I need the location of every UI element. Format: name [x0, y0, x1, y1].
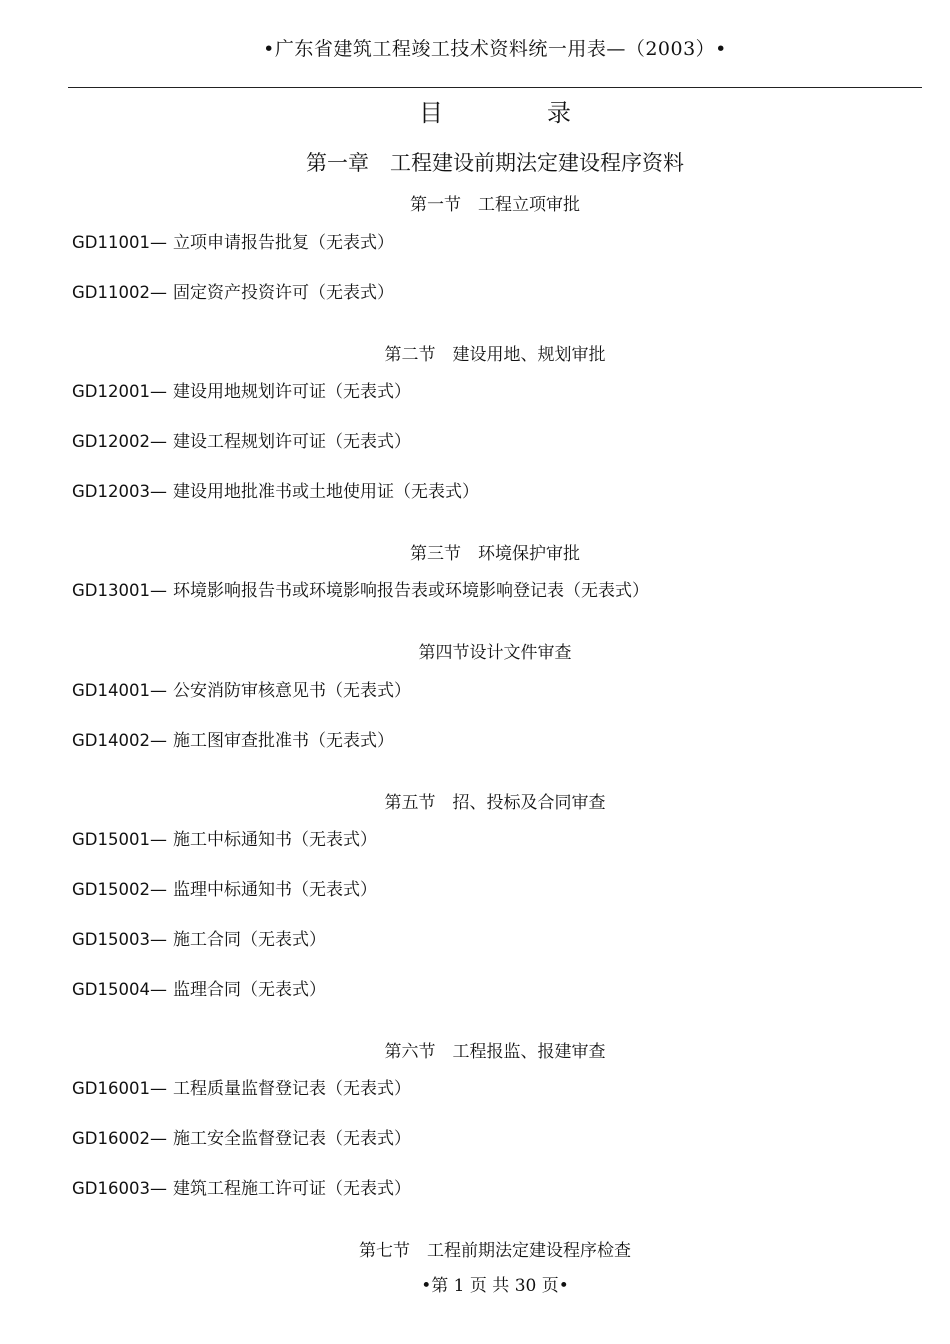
toc-entry — [72, 1074, 411, 1099]
toc-entry — [72, 377, 411, 402]
entry-code: GD11002 — [72, 283, 150, 302]
section-heading-4: 第四节设计文件审查 — [418, 643, 572, 663]
entry-dash: — — [149, 930, 167, 950]
page-title: 目 录 — [419, 99, 611, 127]
entry-code: GD11001 — [72, 233, 150, 252]
entry-dash: — — [149, 1079, 167, 1099]
page-header: •广东省建筑工程竣工技术资料统一用表—（2003）• — [263, 38, 727, 60]
entry-name: 立项申请报告批复（无表式） — [172, 233, 394, 253]
entry-dash: — — [149, 581, 167, 601]
entry-name: 公安消防审核意见书（无表式） — [172, 681, 411, 701]
entry-code: GD16001 — [72, 1079, 150, 1098]
toc-entry — [72, 875, 377, 900]
entry-name: 建设用地批准书或土地使用证（无表式） — [172, 482, 479, 502]
entry-dash: — — [149, 283, 167, 303]
entry-code: GD12002 — [72, 432, 150, 451]
entry-code: GD15001 — [72, 830, 150, 849]
section-heading-7: 第七节 工程前期法定建设程序检查 — [359, 1241, 631, 1261]
entry-code: GD13001 — [72, 581, 150, 600]
toc-entry — [72, 676, 411, 701]
toc-entry — [72, 1124, 411, 1149]
toc-entry — [72, 1174, 411, 1199]
entry-dash: — — [149, 432, 167, 452]
entry-name: 工程质量监督登记表（无表式） — [172, 1079, 411, 1099]
entry-name: 建设工程规划许可证（无表式） — [172, 432, 411, 452]
toc-entry — [72, 278, 394, 303]
entry-dash: — — [149, 830, 167, 850]
toc-entry — [72, 825, 377, 850]
entry-code: GD15002 — [72, 880, 150, 899]
entry-dash: — — [149, 482, 167, 502]
toc-entry — [72, 427, 411, 452]
entry-code: GD14001 — [72, 681, 150, 700]
entry-dash: — — [149, 233, 167, 253]
entry-name: 环境影响报告书或环境影响报告表或环境影响登记表（无表式） — [172, 581, 649, 601]
toc-entry — [72, 726, 394, 751]
toc-entry — [72, 477, 479, 502]
toc-entry — [72, 576, 649, 601]
entry-name: 施工安全监督登记表（无表式） — [172, 1129, 411, 1149]
section-heading-6: 第六节 工程报监、报建审查 — [384, 1042, 606, 1062]
header-divider — [68, 87, 922, 88]
entry-name: 施工图审查批准书（无表式） — [172, 731, 394, 751]
entry-name: 建设用地规划许可证（无表式） — [172, 382, 411, 402]
entry-code: GD16003 — [72, 1179, 150, 1198]
entry-name: 建筑工程施工许可证（无表式） — [172, 1179, 411, 1199]
section-heading-1: 第一节 工程立项审批 — [410, 195, 580, 215]
section-heading-5: 第五节 招、投标及合同审查 — [384, 793, 606, 813]
entry-code: GD15004 — [72, 980, 150, 999]
entry-dash: — — [149, 1179, 167, 1199]
entry-code: GD14002 — [72, 731, 150, 750]
entry-dash: — — [149, 731, 167, 751]
entry-dash: — — [149, 880, 167, 900]
entry-name: 监理合同（无表式） — [172, 980, 326, 1000]
section-heading-2: 第二节 建设用地、规划审批 — [384, 345, 606, 365]
entry-dash: — — [149, 1129, 167, 1149]
toc-entry — [72, 975, 326, 1000]
entry-name: 固定资产投资许可（无表式） — [172, 283, 394, 303]
entry-code: GD12003 — [72, 482, 150, 501]
entry-dash: — — [149, 382, 167, 402]
entry-dash: — — [149, 681, 167, 701]
section-heading-3: 第三节 环境保护审批 — [410, 544, 580, 564]
entry-code: GD15003 — [72, 930, 150, 949]
chapter-heading: 第一章 工程建设前期法定建设程序资料 — [306, 151, 684, 175]
page-footer: •第 1 页 共 30 页• — [421, 1276, 569, 1296]
toc-entry — [72, 925, 326, 950]
entry-name: 监理中标通知书（无表式） — [172, 880, 377, 900]
entry-name: 施工合同（无表式） — [172, 930, 326, 950]
toc-entry — [72, 228, 394, 253]
entry-dash: — — [149, 980, 167, 1000]
entry-code: GD12001 — [72, 382, 150, 401]
entry-code: GD16002 — [72, 1129, 150, 1148]
entry-name: 施工中标通知书（无表式） — [172, 830, 377, 850]
